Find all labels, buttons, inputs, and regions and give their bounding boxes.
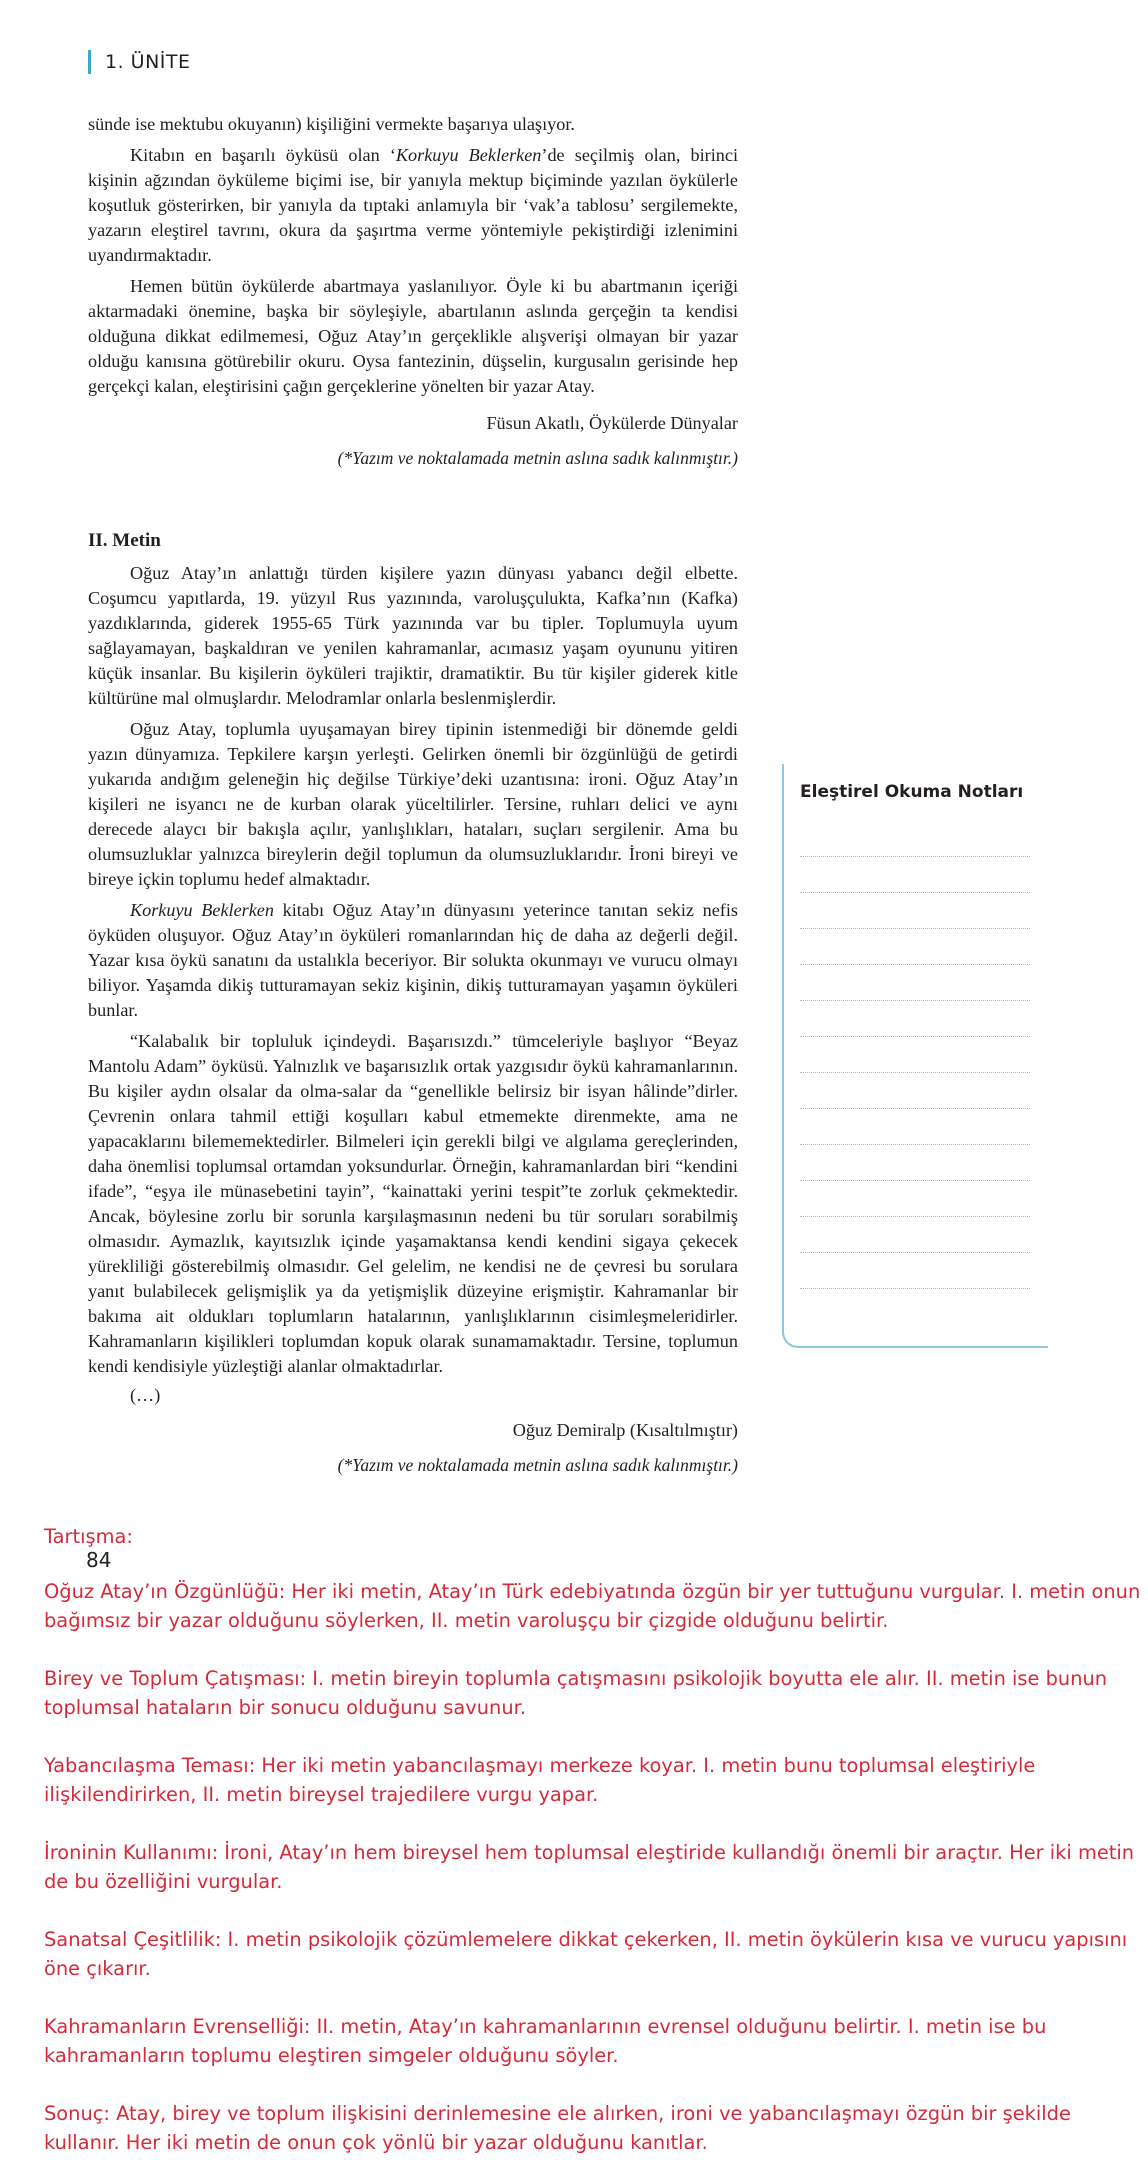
note-line bbox=[800, 1252, 1030, 1253]
discussion-label: Tartışma: bbox=[44, 1525, 133, 1548]
note-line bbox=[800, 1288, 1030, 1289]
discussion-item: İroninin Kullanımı: İroni, Atay’ın hem bireysel hem toplumsal eleştiride kullandığı önemli bir araçtır. Her iki metin de bu özelliğini vurgular. bbox=[44, 1841, 1135, 1893]
discussion-item: Sonuç: Atay, birey ve toplum ilişkisini derinlemesine ele alırken, ironi ve yabancılaşmayı özgün bir şekilde kullanır. Her iki metin de onun çok yönlü bir yazar olduğunu kanıtlar. bbox=[44, 2102, 1071, 2154]
text-2-paragraph-1: Oğuz Atay’ın anlattığı türden kişilere yazın dünyası yabancı değil elbette. Coşumcu yapıtlarda, 19. yüzyıl Rus yazınında, varoluşçulukta, Kafka’nın (Kafka) yazdıklarında, giderek 1955-65 Türk yazınında var bu tipler. Toplumuyla uyum sağlayamayan, başkaldıran ve yenilen kahramanlar, acımasız yaşam oyununu yitiren küçük insanlar. Bu kişilerin öyküleri trajiktir, dramatiktir. Bu tür kişiler giderek kitle kültürüne mal olmuşlardır. Melodramlar onlarla beslenmişlerdir. bbox=[88, 563, 738, 708]
text-2-paragraph-4: “Kalabalık bir topluluk içindeydi. Başarısızdı.” tümceleriyle başlıyor “Beyaz Mantolu Adam” öyküsü. Yalnızlık ve başarısızlık ortak yazgısıdır öykü kahramanlarının. Bu kişiler aydın olsalar da olma-salar da “genellikle belirsiz bir isyan hâlinde”dirler. Çevrenin onlara tahmil ettiği koşulları kabul etmemekte direnmekte, ama ne yapacaklarını bilememektedirler. Bilmeleri için gerekli bilgi ve algılama gereçlerinden, daha önemlisi toplumsal ortamdan yoksundurlar. Örneğin, kahramanlardan biri “kendini ifade”, “eşya ile münasebetini tayin”, “kainattaki yerini tespit”te zorluk çekmektedir. Ancak, böylesine zorlu bir sorunla karşılaşmasının nedeni bu tür soruları sorabilmiş olmasıdır. Aymazlık, kayıtsızlık içinde yaşamaktansa kendi kendini sigaya çekecek yürekliliği gösterebilmiş olmasıdır. Gel gelelim, ne kendisi ne de çevresi bu sorulara yanıt bulabilecek gelişmişlik ya da yetişmişlik düzeyine erişmiştir. Kahramanlar bir bakıma ait oldukları toplumların hatalarının, yanlışlıklarının cisimleşmeleridirler. Kahramanların kişilikleri toplumdan kopuk olarak sunamamaktadır. Tersine, toplumun kendi kendisiyle yüzleştiği alanlar olmaktadırlar. bbox=[88, 1031, 738, 1376]
note-line bbox=[800, 1000, 1030, 1001]
notes-panel-title: Eleştirel Okuma Notları bbox=[800, 782, 1024, 802]
text-2-source: Oğuz Demiralp (Kısaltılmıştır) bbox=[512, 1420, 738, 1440]
book-title: Korkuyu Beklerken bbox=[130, 900, 274, 920]
discussion-item: Yabancılaşma Teması: Her iki metin yabancılaşmayı merkeze koyar. I. metin bunu toplumsal eleştiriyle ilişkilendirirken, II. metin bireysel trajedilere vurgu yapar. bbox=[44, 1754, 1036, 1806]
note-line bbox=[800, 1036, 1030, 1037]
note-line bbox=[800, 856, 1030, 857]
unit-header bbox=[88, 50, 191, 74]
page-number: 84 bbox=[86, 1548, 112, 1572]
text-2-paragraph-2: Oğuz Atay, toplumla uyuşamayan birey tipinin istenmediği bir dönemde geldi yazın dünyamıza. Tepkilere karşın yerleşti. Gelirken önemli bir özgünlüğü de getirdi yukarıda andığım geleneğin hiç değilse Türkiye’deki uzantısına: ironi. Oğuz Atay’ın kişileri ne isyancı ne de kurban olarak yüceltilirler. Tersine, ruhları delici ve aynı derecede alaycı bir bakışla açılır, yanlışlıkları, hataları, suçları sergilenir. Ama bu olumsuzluklar yalnızca bireylerin değil toplumun da olumsuzluklarıdır. İroni bireyi ve bireye içkin toplumu hedef almaktadır. bbox=[88, 719, 738, 889]
discussion-item: Birey ve Toplum Çatışması: I. metin bireyin toplumla çatışmasını psikolojik boyutta ele alır. II. metin ise bunun toplumsal hataların bir sonucu olduğunu savunur. bbox=[44, 1667, 1108, 1719]
discussion-item: Oğuz Atay’ın Özgünlüğü: Her iki metin, Atay’ın Türk edebiyatında özgün bir yer tuttuğunu vurgular. I. metin onun bağımsız bir yazar olduğunu söylerken, II. metin varoluşçu bir çizgide olduğunu belirtir. bbox=[44, 1580, 1141, 1632]
text-1-paragraph-1: Kitabın en başarılı öyküsü olan ‘Korkuyu Beklerken’de seçilmiş olan, birinci kişinin ağzından öyküleme biçimi ise, bir yanıyla mektup biçiminde yazılan öykülerle koşutluk gösterirken, bir yanıyla da tıptaki anlamıyla bir ‘vak’a tablosu’ sergilemekte, yazarın eleştirel tavrını, okura da şaşırtma verme yöntemiyle pekiştirdiği izlenimini uyandırmaktadır. bbox=[88, 145, 738, 265]
text-2-paragraph-3: Korkuyu Beklerken kitabı Oğuz Atay’ın dünyasını yeterince tanıtan sekiz nefis öyküden oluşuyor. Oğuz Atay’ın öyküleri romanlarından hiç de daha az değerli değil. Yazar kısa öykü sanatını da ustalıkla beceriyor. Bir solukta okunmayı ve vurucu olmayı biliyor. Yaşamda dikiş tutturamayan sekiz kişinin, dikiş tutturamayan yaşamın öyküleri bunlar. bbox=[88, 900, 738, 1020]
note-line bbox=[800, 1072, 1030, 1073]
note-line bbox=[800, 964, 1030, 965]
text-1 bbox=[88, 112, 738, 471]
discussion-items bbox=[44, 1577, 1144, 2157]
text-1-note: (*Yazım ve noktalamada metnin aslına sadık kalınmıştır.) bbox=[337, 448, 738, 468]
text-2 bbox=[88, 528, 738, 1478]
note-line bbox=[800, 1216, 1030, 1217]
text-1-paragraph-2: Hemen bütün öykülerde abartmaya yaslanılıyor. Öyle ki bu abartmanın içeriği aktarmadaki önemine, başka bir söyleşiyle, abartılanın aslında gerçeğin ta kendisi olduğuna dikkat edilmemesi, Oğuz Atay’ın gerçeklikle alışverişi olmayan bir yazar olduğu kanısına götürebilir okuru. Oysa fantezinin, düşselin, kurgusalın gerisinde hep gerçekçi kalan, eleştirisini çağın gerçeklerine yönelten bir yazar Atay. bbox=[88, 276, 738, 396]
book-title: Korkuyu Beklerken bbox=[395, 145, 542, 165]
text-1-paragraph-0: sünde ise mektubu okuyanın) kişiliğini vermekte başarıya ulaşıyor. bbox=[88, 114, 575, 134]
note-line bbox=[800, 928, 1030, 929]
note-line bbox=[800, 892, 1030, 893]
note-line bbox=[800, 1180, 1030, 1181]
critical-reading-notes-panel bbox=[782, 764, 1048, 1348]
text-1-source: Füsun Akatlı, Öykülerde Dünyalar bbox=[486, 413, 738, 433]
note-line bbox=[800, 1144, 1030, 1145]
text-2-title: II. Metin bbox=[88, 530, 161, 551]
unit-accent-bar bbox=[88, 50, 91, 74]
unit-title: 1. ÜNİTE bbox=[105, 51, 191, 73]
text-2-note: (*Yazım ve noktalamada metnin aslına sadık kalınmıştır.) bbox=[337, 1455, 738, 1475]
discussion-item: Sanatsal Çeşitlilik: I. metin psikolojik çözümlemelere dikkat çekerken, II. metin öykülerin kısa ve vurucu yapısını öne çıkarır. bbox=[44, 1928, 1128, 1980]
note-line bbox=[800, 1108, 1030, 1109]
text-2-ellipsis: (…) bbox=[130, 1385, 161, 1405]
discussion-item: Kahramanların Evrenselliği: II. metin, Atay’ın kahramanlarının evrensel olduğunu belirtir. I. metin ise bu kahramanların toplumu eleştiren simgeler olduğunu söyler. bbox=[44, 2015, 1047, 2067]
